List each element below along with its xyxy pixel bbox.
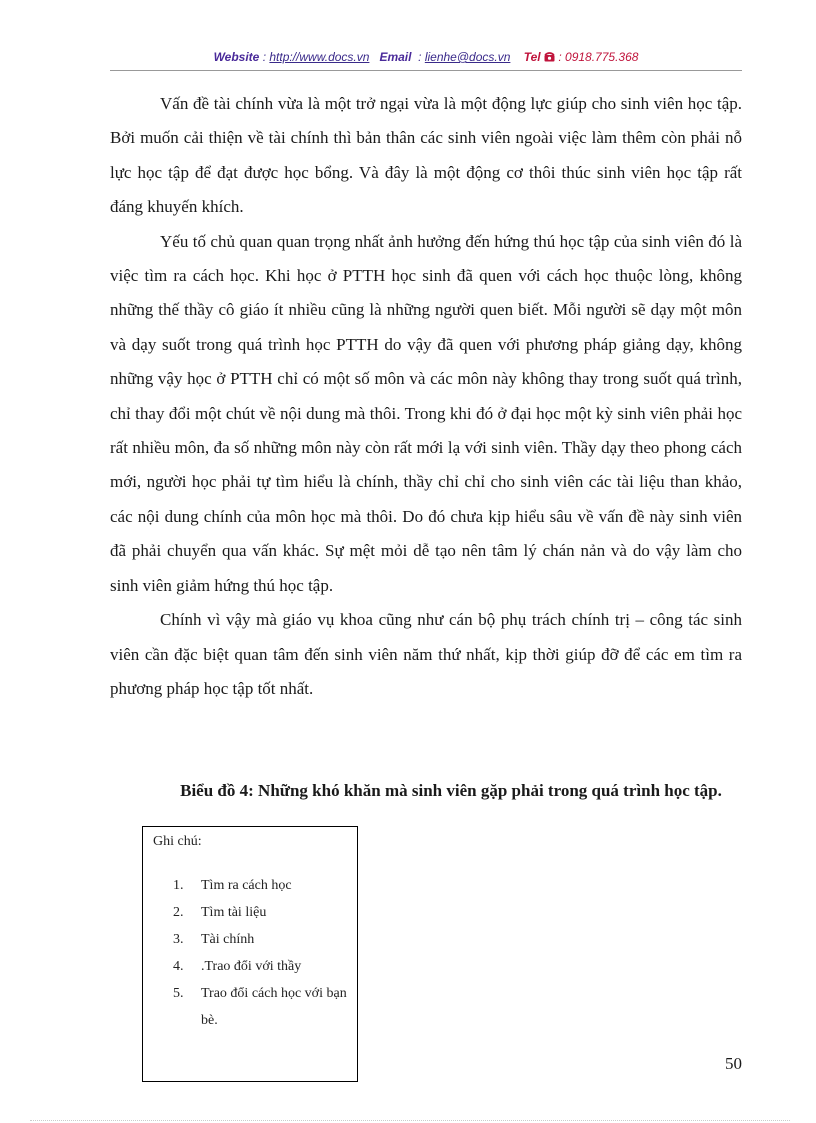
- footer-divider: [30, 1120, 790, 1121]
- legend-item-text: .Trao đổi với thầy: [201, 959, 302, 974]
- phone-number: 0918.775.368: [565, 50, 639, 64]
- paragraph: Yếu tố chủ quan quan trọng nhất ảnh hưởng đến hứng thú học tập của sinh viên đó là việc tìm ra cách học. Khi học ở PTTH học sinh đã quen với cách học thuộc lòng, không những thế thầy cô giáo ít nhiều cũng là những người quen biết. Mỗi người sẽ dạy một môn và dạy suốt trong quá trình học PTTH do vậy đã quen với phương pháp giảng dạy, không những vậy học ở PTTH chỉ có một số môn và các môn này không thay trong suốt quá trình, chỉ thay đổi một chút về nội dung mà thôi. Trong khi đó ở đại học một kỳ sinh viên phải học rất nhiều môn, đa số những môn này còn rất mới lạ với sinh viên. Thầy dạy theo phong cách mới, người học phải tự tìm hiểu là chính, thầy chỉ chỉ cho sinh viên các tài liệu than khảo, các nội dung chính của môn học mà thôi. Do đó chưa kịp hiểu sâu về vấn đề này sinh viên đã phải chuyển qua vấn khác. Sự mệt mỏi dễ tạo nên tâm lý chán nản và do vậy làm cho sinh viên giảm hứng thú học tập.: [110, 231, 742, 595]
- website-link[interactable]: http://www.docs.vn: [269, 50, 370, 64]
- legend-item-number: 4.: [173, 959, 184, 974]
- chart-title: Biểu đồ 4: Những khó khăn mà sinh viên gặp phải trong quá trình học tập.: [180, 781, 722, 800]
- legend-item-number: 1.: [173, 878, 184, 893]
- header-separator: :: [262, 50, 270, 64]
- legend-item-text: Tìm tài liệu: [201, 905, 267, 920]
- body-text: [110, 87, 742, 706]
- legend-item: [173, 899, 349, 926]
- header-separator: :: [558, 50, 566, 64]
- legend-box: [142, 826, 358, 1082]
- legend-item-number: 3.: [173, 932, 184, 947]
- legend-item: [173, 953, 349, 980]
- header-gap: [514, 50, 524, 64]
- legend-item: [173, 872, 349, 899]
- email-link[interactable]: lienhe@docs.vn: [424, 50, 511, 64]
- legend-title: Ghi chú:: [153, 834, 202, 849]
- paragraph: Vấn đề tài chính vừa là một trở ngại vừa là một động lực giúp cho sinh viên học tập. Bởi muốn cải thiện về tài chính thì bản thân các sinh viên ngoài việc làm thêm còn phải nỗ lực học tập để đạt được học bổng. Và đây là một động cơ thôi thúc sinh viên học tập rất đáng khuyến khích.: [110, 94, 742, 217]
- header-divider: [110, 70, 742, 71]
- header-separator: :: [414, 50, 425, 64]
- website-label: Website: [213, 50, 260, 64]
- email-label: Email: [379, 50, 412, 64]
- legend-item-text: Trao đổi cách học với bạn bè.: [201, 986, 347, 1028]
- legend-item: [173, 980, 349, 1034]
- phone-icon: [544, 50, 558, 64]
- page-header: [110, 50, 742, 64]
- legend-item-text: Tài chính: [201, 932, 255, 947]
- paragraph: Chính vì vậy mà giáo vụ khoa cũng như cán bộ phụ trách chính trị – công tác sinh viên cần đặc biệt quan tâm đến sinh viên năm thứ nhất, kịp thời giúp đỡ để các em tìm ra phương pháp học tập tốt nhất.: [110, 610, 742, 698]
- legend-item-number: 5.: [173, 986, 184, 1001]
- legend-item-number: 2.: [173, 905, 184, 920]
- legend-item-text: Tìm ra cách học: [201, 878, 292, 893]
- tel-label: Tel: [523, 50, 541, 64]
- page-number: 50: [725, 1054, 742, 1073]
- legend-item: [173, 926, 349, 953]
- legend-list: [173, 872, 349, 1034]
